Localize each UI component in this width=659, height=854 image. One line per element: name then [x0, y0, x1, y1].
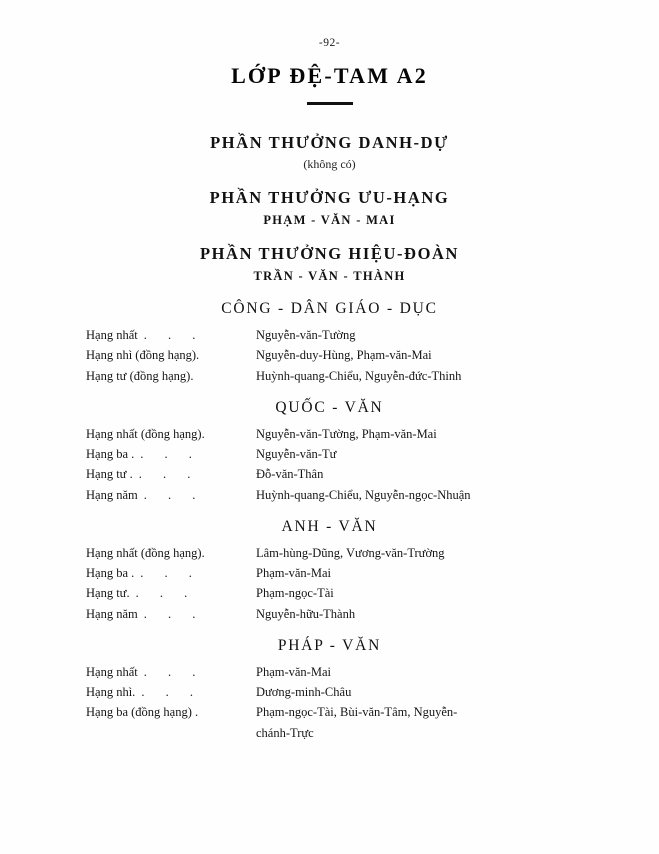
student-names-cell: [254, 682, 631, 702]
subject-section: [0, 399, 659, 505]
student-names: Huỳnh-quang-Chiểu, Nguyễn-đức-Thinh: [256, 368, 462, 383]
subject-title: ANH - VĂN: [281, 517, 378, 535]
student-names-cell: [254, 464, 631, 484]
student-names: Nguyễn-văn-Tường: [256, 328, 356, 342]
page-title: LỚP ĐỆ-TAM A2: [231, 63, 428, 88]
rank-entry: [86, 543, 631, 563]
rank-label-cell: [86, 563, 254, 583]
student-names-cell: [254, 325, 631, 345]
rank-entry: [86, 464, 631, 484]
student-names: Nguyễn-văn-Tư: [256, 447, 337, 461]
subject-section: [0, 300, 659, 386]
student-names: Nguyễn-văn-Tường, Phạm-văn-Mai: [256, 426, 437, 441]
student-names-cell: [254, 424, 631, 444]
rank-entry: [86, 583, 631, 603]
rank-label-cell: [86, 604, 254, 624]
rank-entry: [86, 366, 631, 386]
rank-label: Hạng ba .: [86, 566, 135, 580]
student-names-cell: [254, 662, 631, 682]
rank-label: Hạng nhất: [86, 664, 138, 679]
award-title: PHẦN THƯỞNG HIỆU-ĐOÀN: [199, 244, 460, 263]
dot-leaders: . . .: [140, 447, 201, 461]
rank-label-cell: [86, 325, 254, 345]
rank-entry: [86, 345, 631, 365]
dot-leaders: . . .: [138, 467, 200, 482]
subjects-section: [0, 300, 659, 743]
rank-label-cell: [86, 682, 254, 702]
rank-label: Hạng nhất (đồng hạng).: [86, 426, 205, 441]
subject-title: PHÁP - VĂN: [277, 636, 382, 654]
rank-label: Hạng ba (đồng hạng) .: [86, 705, 199, 720]
subject-title: CÔNG - DÂN GIÁO - DỤC: [221, 300, 438, 317]
student-names: Phạm-ngọc-Tài, Bùi-văn-Tâm, Nguyễn-: [256, 705, 458, 720]
student-names: Đỗ-văn-Thân: [256, 467, 324, 482]
student-names: Nguyễn-duy-Hùng, Phạm-văn-Mai: [256, 348, 432, 363]
award-recipient: TRẦN - VĂN - THÀNH: [253, 269, 406, 283]
rank-entry-list: [0, 325, 659, 386]
student-names: Phạm-văn-Mai: [256, 566, 331, 580]
rank-label: Hạng tư.: [86, 586, 130, 601]
rank-label: Hạng ba .: [86, 447, 135, 461]
award-block: [0, 188, 659, 228]
student-names-cell: [254, 366, 631, 386]
award-recipient: PHẠM - VĂN - MAI: [263, 213, 396, 227]
dot-leaders: . . .: [140, 566, 201, 580]
rank-entry: [86, 604, 631, 624]
student-names: Phạm-ngọc-Tài: [256, 586, 334, 601]
rank-entry: [86, 444, 631, 464]
awards-section: [0, 133, 659, 284]
rank-label: Hạng năm: [86, 487, 138, 502]
student-names-cell: [254, 702, 631, 743]
rank-label: Hạng tư .: [86, 467, 133, 482]
title-divider: [307, 102, 353, 105]
rank-entry: [86, 702, 631, 743]
student-names: Lâm-hùng-Dũng, Vương-văn-Trường: [256, 545, 445, 560]
rank-label-cell: [86, 424, 254, 444]
rank-entry-list: [0, 543, 659, 624]
dot-leaders: . . .: [143, 328, 205, 342]
dot-leaders: . . .: [143, 664, 205, 679]
rank-label: Hạng tư (đồng hạng).: [86, 368, 194, 383]
rank-label-cell: [86, 485, 254, 505]
page-number: -92-: [318, 37, 341, 49]
rank-label-cell: [86, 583, 254, 603]
subject-title: QUỐC - VĂN: [275, 398, 384, 416]
rank-label: Hạng năm: [86, 606, 138, 621]
award-title: PHẦN THƯỞNG DANH-DỰ: [210, 133, 449, 152]
rank-label-cell: [86, 662, 254, 682]
rank-entry: [86, 424, 631, 444]
rank-label-cell: [86, 366, 254, 386]
student-names-cell: [254, 604, 631, 624]
dot-leaders: . . .: [141, 685, 202, 699]
rank-entry-list: [0, 424, 659, 505]
rank-label-cell: [86, 702, 254, 722]
dot-leaders: . . .: [143, 487, 205, 502]
dot-leaders: . . .: [143, 606, 205, 621]
dot-leaders: . . .: [135, 586, 197, 601]
rank-label-cell: [86, 345, 254, 365]
rank-entry: [86, 682, 631, 702]
award-note: (không có): [303, 157, 356, 171]
student-names-cell: [254, 345, 631, 365]
rank-label: Hạng nhì (đồng hạng).: [86, 348, 200, 363]
student-names-cell: [254, 485, 631, 505]
student-names: Nguyễn-hữu-Thành: [256, 606, 356, 621]
student-names-cell: [254, 583, 631, 603]
rank-label: Hạng nhất: [86, 328, 138, 342]
student-names: Phạm-văn-Mai: [256, 664, 331, 679]
student-names-continued: chánh-Trực: [256, 725, 314, 740]
rank-label: Hạng nhất (đồng hạng).: [86, 545, 205, 560]
award-block: [0, 244, 659, 284]
rank-label: Hạng nhì.: [86, 685, 136, 699]
student-names-cell: [254, 543, 631, 563]
student-names-cell: [254, 563, 631, 583]
rank-entry: [86, 485, 631, 505]
rank-entry-list: [0, 662, 659, 743]
rank-entry: [86, 325, 631, 345]
rank-label-cell: [86, 543, 254, 563]
student-names: Huỳnh-quang-Chiểu, Nguyễn-ngọc-Nhuận: [256, 487, 471, 502]
student-names: Dương-minh-Châu: [256, 685, 352, 699]
award-block: [0, 133, 659, 172]
student-names-cell: [254, 444, 631, 464]
rank-entry: [86, 563, 631, 583]
subject-section: [0, 518, 659, 624]
rank-entry: [86, 662, 631, 682]
rank-label-cell: [86, 444, 254, 464]
award-title: PHẦN THƯỞNG ƯU-HẠNG: [209, 188, 450, 207]
subject-section: [0, 637, 659, 743]
rank-label-cell: [86, 464, 254, 484]
